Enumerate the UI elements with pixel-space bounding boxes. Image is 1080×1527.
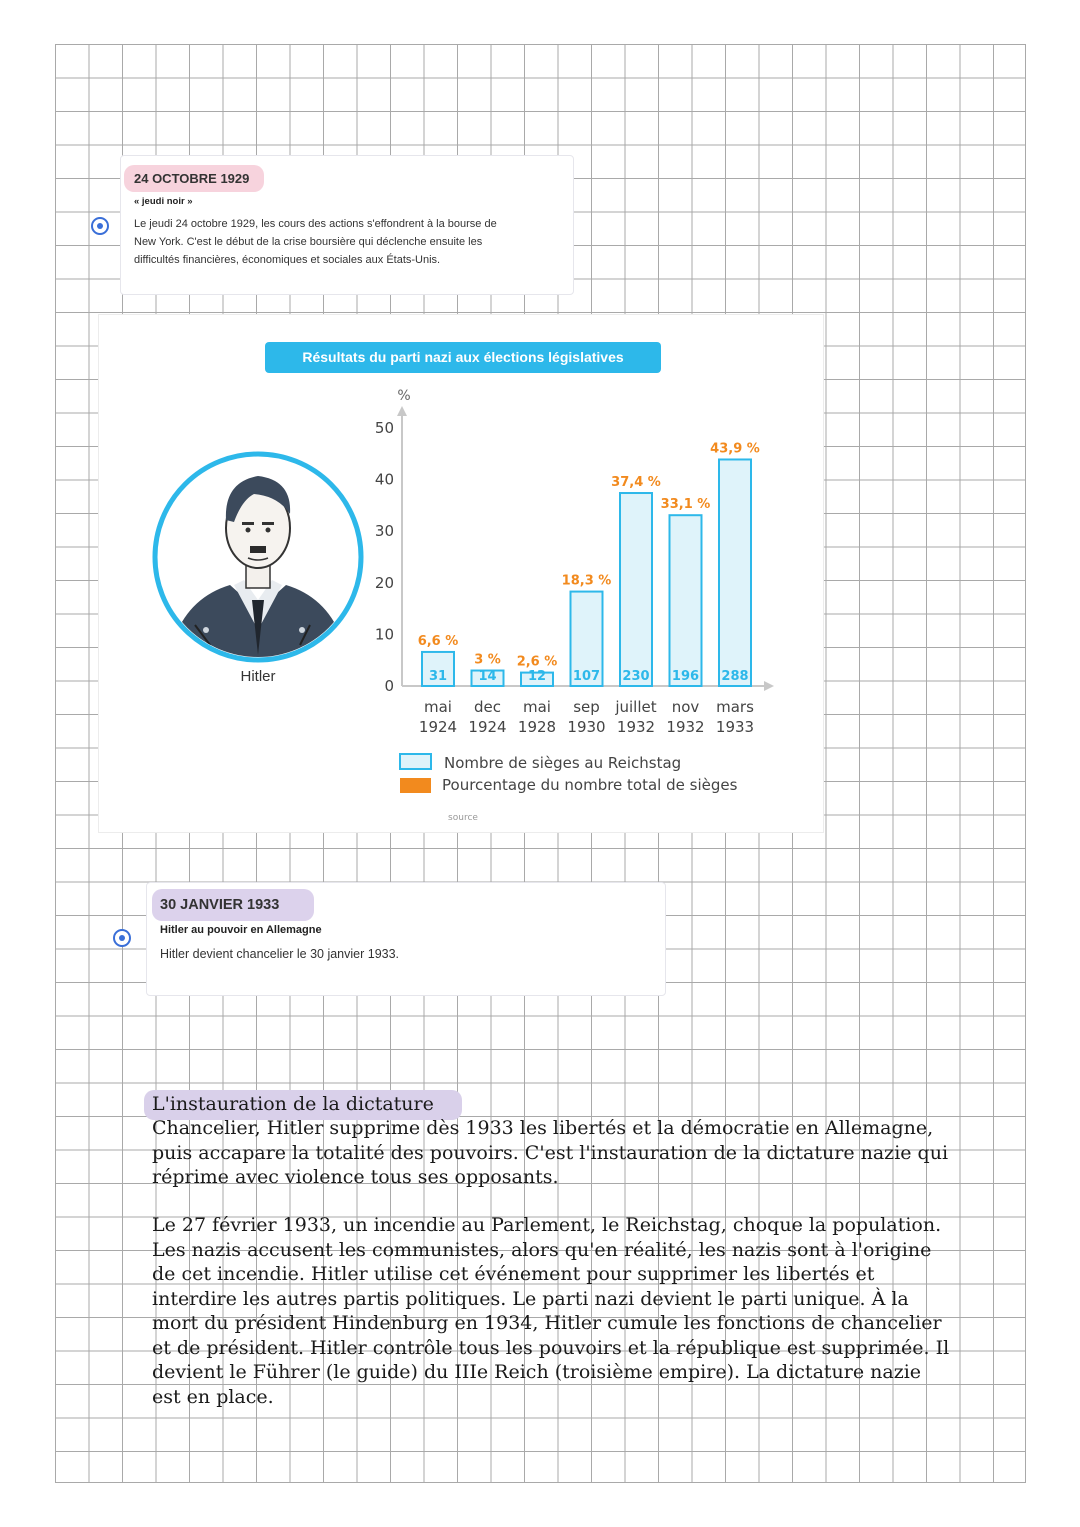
event-date-1929: 24 OCTOBRE 1929 [134,171,250,186]
paragraph-line: interdire les autres partis politiques. Le parti nazi devient le parti unique. À la [152,1287,909,1310]
x-tick-label: juillet [615,698,657,716]
nazi-elections-bar-chart [360,380,800,820]
seat-count-label: 107 [572,669,601,684]
bar [670,515,702,686]
paragraph-line: et de président. Hitler contrôle tous les pouvoirs et la république est supprimée. Il [152,1336,950,1359]
paragraph-1 [152,1116,948,1190]
x-tick-label: 1924 [418,718,458,736]
x-tick-label: 1932 [666,718,705,736]
bar [719,459,751,686]
legend-swatch-percent [400,778,431,793]
legend-label-seats: Nombre de sièges au Reichstag [444,754,682,772]
section-heading: L'instauration de la dictature [152,1093,434,1115]
x-tick-label: mars [716,698,754,716]
percent-label: 37,4 % [611,475,661,491]
percent-label: 33,1 % [660,497,711,513]
x-tick-label: 1933 [715,718,755,736]
paragraph-line: puis accapare la totalité des pouvoirs. C'est l'instauration de la dictature nazie qui [152,1141,949,1164]
y-axis-label: % [397,388,411,404]
hitler-portrait-image [150,450,366,666]
legend-swatch-seats [400,754,431,769]
paragraph-line: Le 27 février 1933, un incendie au Parlement, le Reichstag, choque la population. [152,1214,942,1236]
x-tick-label: 1928 [517,718,557,736]
paragraph-line: Chancelier, Hitler supprime dès 1933 les libertés et la démocratie en Allemagne, [152,1117,934,1139]
x-tick-label: nov [671,698,700,716]
event-date-1933: 30 JANVIER 1933 [160,897,280,913]
bar [620,493,652,686]
y-tick-label: 10 [374,625,394,644]
percent-label: 43,9 % [710,441,760,457]
legend-label-percent: Pourcentage du nombre total de sièges [442,776,738,794]
paragraph-line: de cet incendie. Hitler utilise cet événement pour supprimer les libertés et [152,1263,875,1285]
x-tick-label: sep [573,698,600,716]
y-tick-label: 20 [374,573,394,592]
chart-title: Résultats du parti nazi aux élections législatives [265,342,661,373]
timeline-dot-icon[interactable] [91,217,109,235]
percent-label: 18,3 % [561,573,612,589]
y-tick-label: 30 [374,522,394,541]
x-tick-label: 1924 [468,718,507,736]
y-axis-arrow [397,406,407,416]
event-text-1929 [134,215,564,269]
x-axis-arrow [764,681,774,691]
y-tick-label: 50 [374,419,394,437]
event-text-line: New York. C'est le début de la crise boursière qui déclenche ensuite les [134,236,483,248]
x-tick-label: mai [424,698,452,716]
seat-count-label: 12 [527,669,547,684]
percent-label: 3 % [474,652,501,668]
event-text-line: Le jeudi 24 octobre 1929, les cours des actions s'effondrent à la bourse de [134,218,497,230]
event-subtitle-1933: Hitler au pouvoir en Allemagne [160,924,322,936]
timeline-dot-icon[interactable] [113,929,131,947]
seat-count-label: 14 [478,669,497,684]
seat-count-label: 288 [721,669,749,684]
seat-count-label: 196 [671,669,700,684]
x-tick-label: 1932 [616,718,656,736]
paragraph-line: Les nazis accusent les communistes, alors qu'en réalité, les nazis sont à l'origine [152,1238,932,1261]
portrait-caption: Hitler [240,668,276,685]
paragraph-line: réprime avec violence tous ses opposants. [152,1166,559,1188]
seat-count-label: 230 [622,669,650,684]
percent-label: 2,6 % [516,654,558,670]
y-tick-label: 40 [374,470,394,489]
event-text-line: difficultés financières, économiques et sociales aux États-Unis. [134,254,441,266]
x-tick-label: dec [474,698,501,716]
event-text-1933: Hitler devient chancelier le 30 janvier 1933. [160,947,400,961]
paragraph-line: mort du président Hindenburg en 1934, Hitler cumule les fonctions de chancelier [152,1312,942,1334]
paragraph-line: est en place. [152,1385,274,1408]
seat-count-label: 31 [428,669,448,684]
event-subtitle-1929: « jeudi noir » [134,196,193,207]
paragraph-line: devient le Führer (le guide) du IIIe Reich (troisième empire). La dictature nazie [152,1361,922,1383]
y-tick-label: 0 [384,677,394,695]
x-tick-label: 1930 [567,718,606,736]
percent-label: 6,6 % [417,633,459,649]
x-tick-label: mai [523,698,551,716]
paragraph-2 [152,1213,949,1409]
chart-source: source [448,813,478,820]
